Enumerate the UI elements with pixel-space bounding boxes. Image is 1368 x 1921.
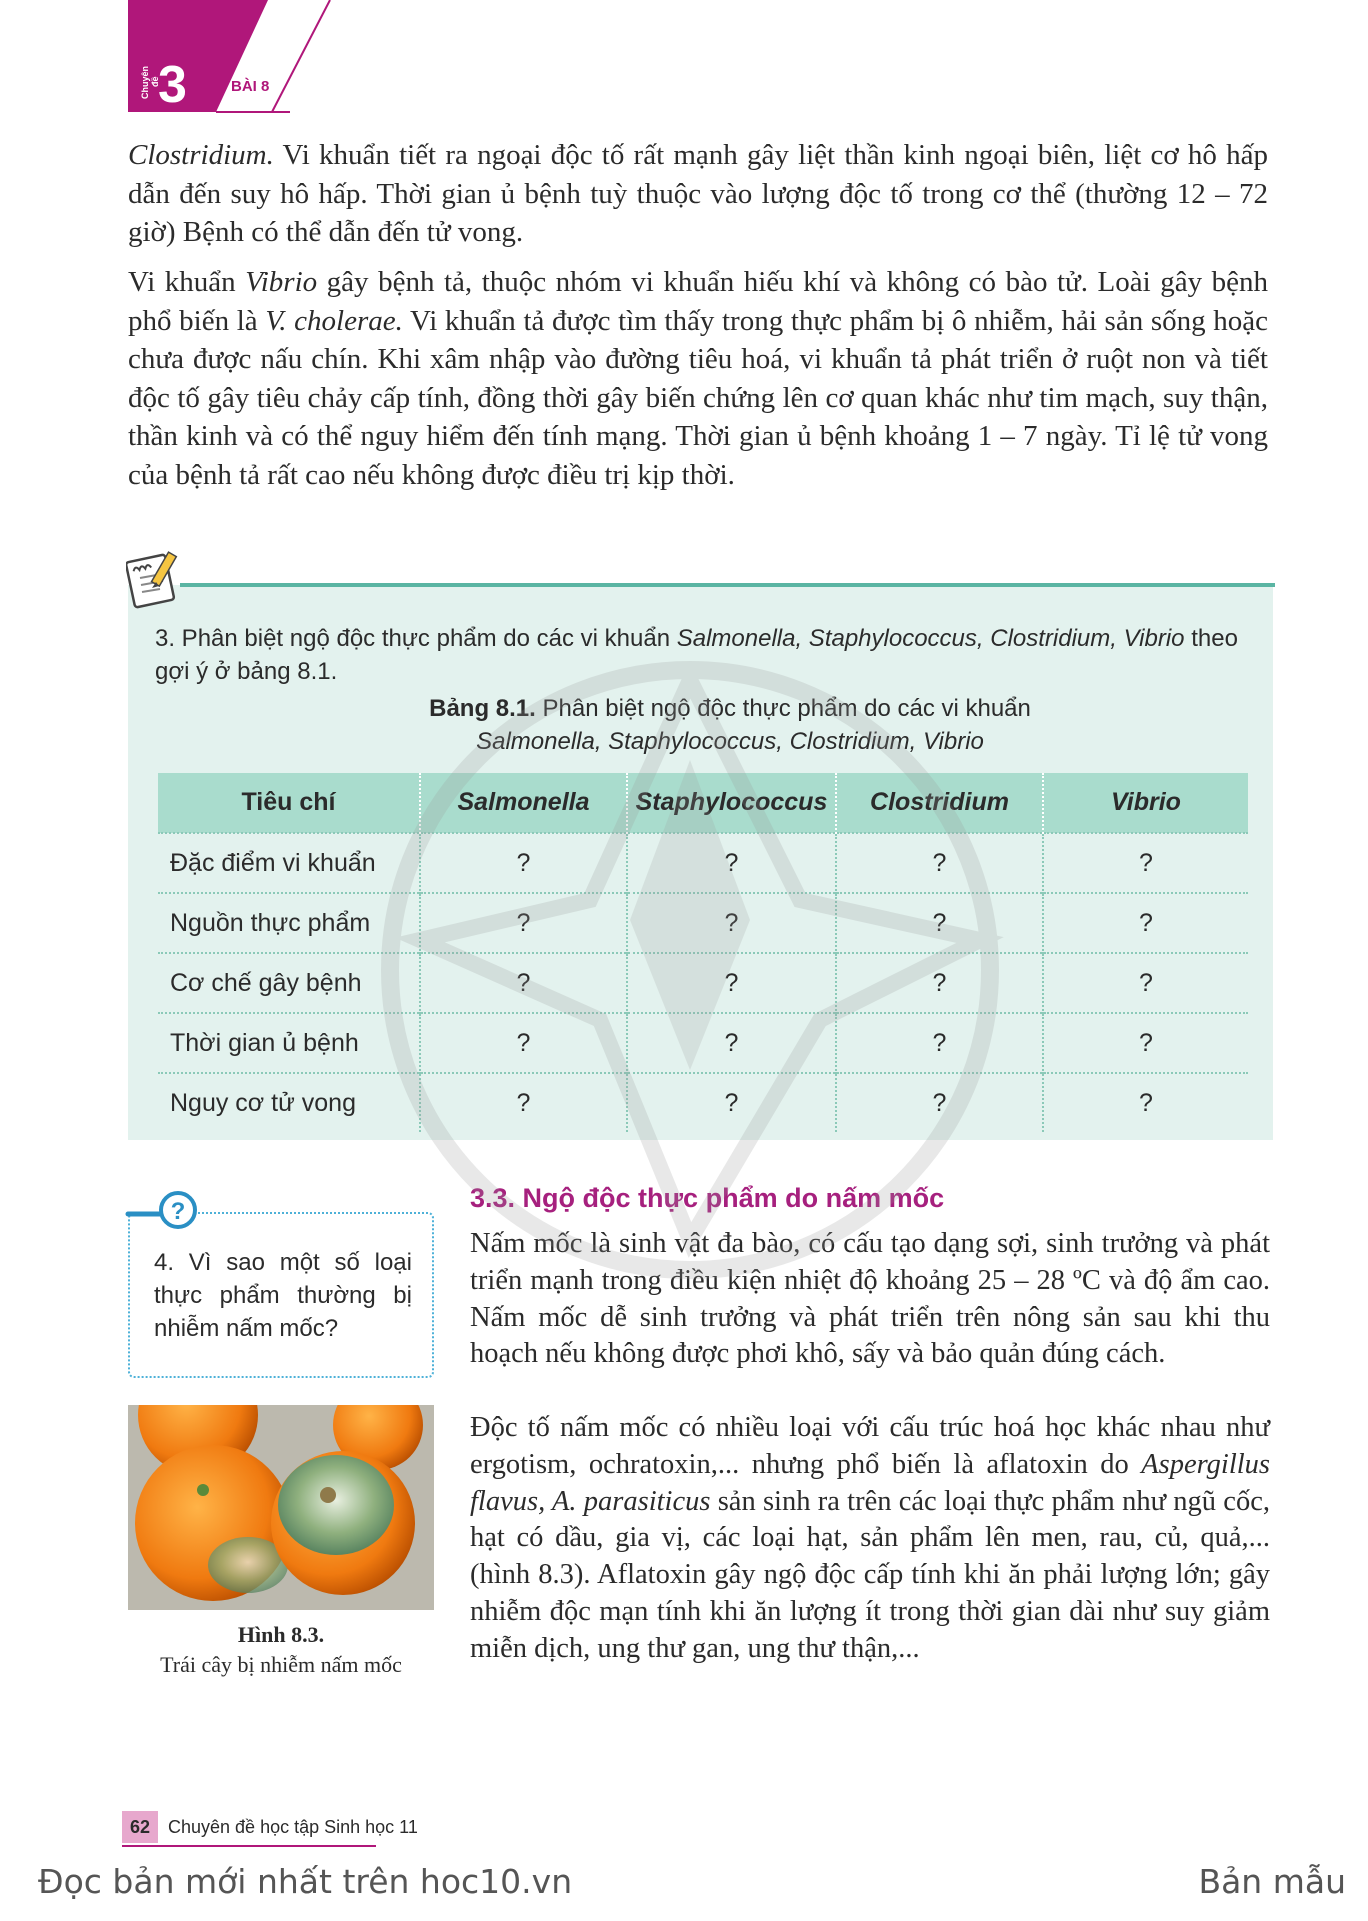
table-header-cell: Clostridium: [836, 773, 1043, 833]
table-caption: Bảng 8.1. Phân biệt ngộ độc thực phẩm do các vi khuẩn Salmonella, Staphylococcus, Clostridium, Vibrio: [429, 695, 1031, 755]
table-cell: ?: [836, 833, 1043, 893]
activity-divider: [180, 583, 1275, 587]
table-cell: Nguồn thực phẩm: [158, 893, 420, 953]
lesson-label: BÀI 8: [231, 78, 270, 95]
table-cell: Cơ chế gây bệnh: [158, 953, 420, 1013]
section-paragraph-2: Độc tố nấm mốc có nhiều loại với cấu trúc hoá học khác nhau như ergotism, ochratoxin,... nhưng phổ biến là aflatoxin do Aspergillus flavus, A. parasiticus sản sinh ra trên các loại thực phẩm như ngũ cốc, hạt có dầu, gia vị, các loại hạt, sản phẩm lên men, rau, củ, quả,... (hình 8.3). Aflatoxin gây ngộ độc cấp tính khi ăn phải lượng lớn; gây nhiễm độc mạn tính khi ăn lượng ít trong thời gian dài như suy giảm miễn dịch, ung thư gan, ung thư thận,...: [470, 1412, 1270, 1664]
page-number: 62: [122, 1811, 158, 1843]
table-cell: ?: [627, 833, 836, 893]
table-cell: ?: [420, 833, 627, 893]
table-cell: ?: [1043, 893, 1248, 953]
table-cell: ?: [836, 893, 1043, 953]
notepad-pencil-icon: [126, 548, 186, 610]
table-cell: ?: [420, 893, 627, 953]
moldy-oranges-photo: [128, 1405, 434, 1610]
table-header-cell: Staphylococcus: [627, 773, 836, 833]
table-cell: ?: [627, 953, 836, 1013]
svg-text:?: ?: [170, 1198, 186, 1225]
watermark-right-text: Bản mẫu: [1198, 1862, 1346, 1901]
table-cell: ?: [627, 893, 836, 953]
table-cell: ?: [627, 1073, 836, 1132]
table-header-cell: Vibrio: [1043, 773, 1248, 833]
table-cell: ?: [1043, 1073, 1248, 1132]
chapter-label: Chuyên đề: [140, 65, 160, 99]
watermark-left-text: Đọc bản mới nhất trên hoc10.vn: [38, 1862, 573, 1901]
table-header-row: [158, 773, 1248, 833]
table-cell: ?: [1043, 833, 1248, 893]
table-cell: ?: [1043, 953, 1248, 1013]
footer-rule: [122, 1845, 376, 1847]
table-cell: Đặc điểm vi khuẩn: [158, 833, 420, 893]
section-title: 3.3. Ngộ độc thực phẩm do nấm mốc: [470, 1183, 945, 1213]
intro-paragraph-2: Vi khuẩn Vibrio gây bệnh tả, thuộc nhóm vi khuẩn hiếu khí và không có bào tử. Loài gây bệnh phổ biến là V. cholerae. Vi khuẩn tả được tìm thấy trong thực phẩm bị ô nhiễm, hải sản sống hoặc chưa được nấu chín. Khi xâm nhập vào đường tiêu hoá, vi khuẩn tả phát triển ở ruột non và tiết độc tố gây tiêu chảy cấp tính, đồng thời gây biến chứng lên cơ quan khác như tim mạch, suy thận, thần kinh và có thể nguy hiểm đến tính mạng. Thời gian ủ bệnh khoảng 1 – 7 ngày. Tỉ lệ tử vong của bệnh tả rất cao nếu không được điều trị kịp thời.: [128, 266, 1269, 491]
table-cell: ?: [836, 1013, 1043, 1073]
table-cell: Thời gian ủ bệnh: [158, 1013, 420, 1073]
table-cell: ?: [420, 953, 627, 1013]
comparison-table: [158, 773, 1248, 1132]
book-title: Chuyên đề học tập Sinh học 11: [168, 1817, 418, 1837]
question-text: 4. Vì sao một số loại thực phẩm thường bị nhiễm nấm mốc?: [154, 1249, 412, 1342]
table-cell: ?: [420, 1073, 627, 1132]
table-header-cell: Salmonella: [420, 773, 627, 833]
figure-caption: Hình 8.3. Trái cây bị nhiễm nấm mốc: [160, 1622, 402, 1677]
table-row: [158, 1013, 1248, 1073]
table-row: [158, 833, 1248, 893]
activity-question: 3. Phân biệt ngộ độc thực phẩm do các vi khuẩn Salmonella, Staphylococcus, Clostridium, Vibrio theo gợi ý ở bảng 8.1.: [155, 625, 1238, 685]
table-cell: ?: [836, 1073, 1043, 1132]
section-paragraph-1: Nấm mốc là sinh vật đa bào, có cấu tạo dạng sợi, sinh trưởng và phát triển mạnh trong điều kiện nhiệt độ khoảng 25 – 28 ºC và độ ẩm cao. Nấm mốc dễ sinh trưởng và phát triển trên nông sản sau khi thu hoạch nếu không được phơi khô, sấy và bảo quản đúng cách.: [470, 1228, 1270, 1370]
table-cell: Nguy cơ tử vong: [158, 1073, 420, 1132]
question-magnifier-icon: [122, 1188, 202, 1234]
table-row: [158, 953, 1248, 1013]
table-header-cell: Tiêu chí: [158, 773, 420, 833]
chapter-number: 3: [158, 56, 187, 114]
table-cell: ?: [420, 1013, 627, 1073]
table-row: [158, 1073, 1248, 1132]
table-cell: ?: [627, 1013, 836, 1073]
table-row: [158, 893, 1248, 953]
table-cell: ?: [836, 953, 1043, 1013]
intro-paragraph-1: Clostridium. Vi khuẩn tiết ra ngoại độc tố rất mạnh gây liệt thần kinh ngoại biên, liệt cơ hô hấp dẫn đến suy hô hấp. Thời gian ủ bệnh tuỳ thuộc vào lượng độc tố trong cơ thể (thường 12 – 72 giờ) Bệnh có thể dẫn đến tử vong.: [128, 139, 1268, 248]
table-cell: ?: [1043, 1013, 1248, 1073]
